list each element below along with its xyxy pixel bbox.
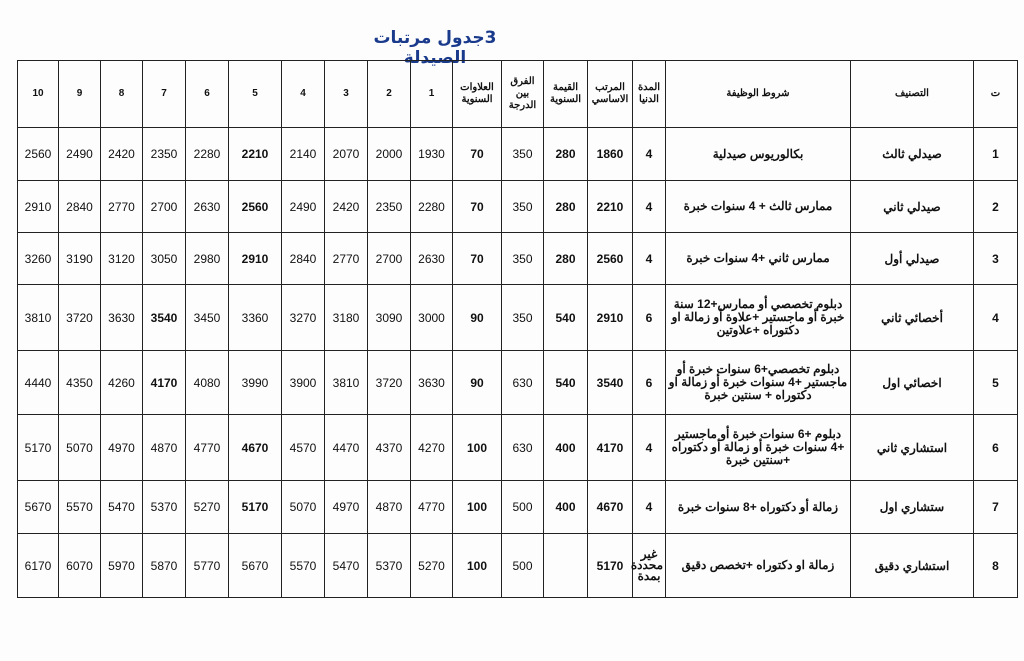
row-classification: صيدلي ثاني [851, 181, 974, 233]
row-step-value: 5470 [325, 534, 368, 598]
row-step-value: 2560 [18, 128, 59, 181]
row-step-value: 3810 [18, 285, 59, 351]
row-step-value: 4440 [18, 351, 59, 415]
row-step-value: 3990 [229, 351, 282, 415]
row-period: 4 [633, 481, 666, 534]
row-step-value: 2420 [101, 128, 143, 181]
row-period: 6 [633, 285, 666, 351]
row-conditions: ممارس ثاني +4 سنوات خبرة [666, 233, 851, 285]
header-period: المدة الدنيا [633, 61, 666, 128]
row-conditions: دبلوم تخصصي+6 سنوات خبرة أو ماجستير +4 سنوات خبرة أو زمالة او دكتوراه + سنتين خبرة [666, 351, 851, 415]
row-step-value: 2910 [229, 233, 282, 285]
row-step-value: 3630 [411, 351, 453, 415]
row-step-value: 4970 [101, 415, 143, 481]
table-row [18, 181, 1018, 233]
header-annual-raises: العلاوات السنوية [453, 61, 502, 128]
row-annual-value: 400 [544, 415, 588, 481]
row-step-value: 2350 [143, 128, 186, 181]
row-basic-salary: 4670 [588, 481, 633, 534]
row-index: 7 [974, 481, 1018, 534]
row-basic-salary: 5170 [588, 534, 633, 598]
row-step-value: 3050 [143, 233, 186, 285]
row-step-value: 2490 [282, 181, 325, 233]
row-step-value: 4260 [101, 351, 143, 415]
row-step-value: 2140 [282, 128, 325, 181]
row-step-value: 2840 [59, 181, 101, 233]
row-step-value: 5570 [282, 534, 325, 598]
row-step-value: 3900 [282, 351, 325, 415]
header-step: 2 [368, 61, 411, 128]
row-step-value: 5770 [186, 534, 229, 598]
row-step-value: 2700 [143, 181, 186, 233]
header-row [18, 61, 1018, 128]
row-step-value: 2630 [186, 181, 229, 233]
row-step-value: 5170 [229, 481, 282, 534]
row-conditions: ممارس ثالث + 4 سنوات خبرة [666, 181, 851, 233]
row-annual-raise: 90 [453, 285, 502, 351]
row-step-value: 5670 [229, 534, 282, 598]
row-conditions: بكالوريوس صيدلية [666, 128, 851, 181]
row-annual-raise: 100 [453, 534, 502, 598]
row-step-value: 4870 [368, 481, 411, 534]
row-step-value: 4870 [143, 415, 186, 481]
row-index: 2 [974, 181, 1018, 233]
row-step-value: 4670 [229, 415, 282, 481]
row-classification: صيدلي أول [851, 233, 974, 285]
header-step: 7 [143, 61, 186, 128]
row-step-value: 2280 [186, 128, 229, 181]
row-basic-salary: 2910 [588, 285, 633, 351]
row-step-value: 5670 [18, 481, 59, 534]
row-step-value: 2630 [411, 233, 453, 285]
row-step-value: 4080 [186, 351, 229, 415]
row-step-value: 2980 [186, 233, 229, 285]
row-basic-salary: 3540 [588, 351, 633, 415]
row-index: 6 [974, 415, 1018, 481]
row-conditions: زمالة أو دكتوراه +8 سنوات خبرة [666, 481, 851, 534]
row-grade-diff: 350 [502, 285, 544, 351]
header-step: 6 [186, 61, 229, 128]
row-step-value: 2770 [101, 181, 143, 233]
row-annual-raise: 70 [453, 181, 502, 233]
row-grade-diff: 500 [502, 534, 544, 598]
row-period: 6 [633, 351, 666, 415]
row-step-value: 2840 [282, 233, 325, 285]
row-grade-diff: 350 [502, 233, 544, 285]
header-step: 8 [101, 61, 143, 128]
row-index: 4 [974, 285, 1018, 351]
row-step-value: 5470 [101, 481, 143, 534]
row-period: 4 [633, 181, 666, 233]
header-basic-salary: المرتب الاساسي [588, 61, 633, 128]
row-step-value: 2280 [411, 181, 453, 233]
row-step-value: 5270 [411, 534, 453, 598]
row-step-value: 5870 [143, 534, 186, 598]
row-step-value: 2490 [59, 128, 101, 181]
row-step-value: 2420 [325, 181, 368, 233]
row-annual-raise: 100 [453, 481, 502, 534]
table-row [18, 128, 1018, 181]
row-step-value: 5170 [18, 415, 59, 481]
row-grade-diff: 500 [502, 481, 544, 534]
row-step-value: 3630 [101, 285, 143, 351]
row-conditions: دبلوم تخصصي أو ممارس+12 سنة خبرة أو ماجستير +علاوة أو زمالة او دكتوراه +علاوتين [666, 285, 851, 351]
table-row [18, 481, 1018, 534]
row-step-value: 6170 [18, 534, 59, 598]
row-step-value: 5270 [186, 481, 229, 534]
row-basic-salary: 2560 [588, 233, 633, 285]
row-step-value: 2560 [229, 181, 282, 233]
row-step-value: 3810 [325, 351, 368, 415]
row-annual-value: 540 [544, 285, 588, 351]
row-step-value: 3190 [59, 233, 101, 285]
row-period: 4 [633, 415, 666, 481]
header-annual-value: القيمة السنوية [544, 61, 588, 128]
header-grade-diff: الفرق بين الدرجة [502, 61, 544, 128]
row-step-value: 4970 [325, 481, 368, 534]
row-step-value: 3450 [186, 285, 229, 351]
row-classification: استشاري ثاني [851, 415, 974, 481]
row-step-value: 3720 [59, 285, 101, 351]
header-index: ت [974, 61, 1018, 128]
row-step-value: 4470 [325, 415, 368, 481]
row-step-value: 4770 [186, 415, 229, 481]
row-period: 4 [633, 233, 666, 285]
row-annual-value: 280 [544, 181, 588, 233]
table-row [18, 285, 1018, 351]
table-row [18, 534, 1018, 598]
row-conditions: زمالة او دكتوراه +تخصص دقيق [666, 534, 851, 598]
row-step-value: 2350 [368, 181, 411, 233]
row-step-value: 4170 [143, 351, 186, 415]
row-annual-raise: 70 [453, 128, 502, 181]
header-step: 3 [325, 61, 368, 128]
row-step-value: 2770 [325, 233, 368, 285]
table-row [18, 415, 1018, 481]
header-step: 4 [282, 61, 325, 128]
row-annual-value: 540 [544, 351, 588, 415]
row-annual-raise: 90 [453, 351, 502, 415]
row-step-value: 4270 [411, 415, 453, 481]
header-step: 5 [229, 61, 282, 128]
row-step-value: 5370 [368, 534, 411, 598]
row-conditions: دبلوم +6 سنوات خبرة أو ماجستير +4 سنوات خبرة أو زمالة أو دكتوراه +سنتين خبرة [666, 415, 851, 481]
row-step-value: 5570 [59, 481, 101, 534]
row-index: 8 [974, 534, 1018, 598]
row-step-value: 4570 [282, 415, 325, 481]
header-step: 1 [411, 61, 453, 128]
row-step-value: 5070 [59, 415, 101, 481]
salary-table [17, 60, 1018, 598]
row-step-value: 4770 [411, 481, 453, 534]
header-step: 10 [18, 61, 59, 128]
row-step-value: 3120 [101, 233, 143, 285]
row-annual-raise: 70 [453, 233, 502, 285]
row-step-value: 6070 [59, 534, 101, 598]
table-row [18, 351, 1018, 415]
row-step-value: 3360 [229, 285, 282, 351]
row-step-value: 3260 [18, 233, 59, 285]
row-step-value: 1930 [411, 128, 453, 181]
table-row [18, 233, 1018, 285]
row-classification: استشاري دقيق [851, 534, 974, 598]
row-step-value: 3000 [411, 285, 453, 351]
row-classification: أخصائي ثاني [851, 285, 974, 351]
row-step-value: 3720 [368, 351, 411, 415]
row-step-value: 3180 [325, 285, 368, 351]
row-basic-salary: 1860 [588, 128, 633, 181]
row-basic-salary: 2210 [588, 181, 633, 233]
row-step-value: 2700 [368, 233, 411, 285]
table-title: 3جدول مرتبات الصيدلة [373, 28, 497, 68]
row-step-value: 2210 [229, 128, 282, 181]
row-annual-raise: 100 [453, 415, 502, 481]
row-classification: اخصائي اول [851, 351, 974, 415]
row-classification: ستشاري اول [851, 481, 974, 534]
row-step-value: 5970 [101, 534, 143, 598]
header-classification: التصنيف [851, 61, 974, 128]
row-annual-value: 400 [544, 481, 588, 534]
row-step-value: 4370 [368, 415, 411, 481]
row-step-value: 5070 [282, 481, 325, 534]
row-annual-value [544, 534, 588, 598]
row-period: غير محددة بمدة [633, 534, 666, 598]
row-period: 4 [633, 128, 666, 181]
row-classification: صيدلي ثالث [851, 128, 974, 181]
row-index: 3 [974, 233, 1018, 285]
row-grade-diff: 630 [502, 415, 544, 481]
row-grade-diff: 350 [502, 128, 544, 181]
header-step: 9 [59, 61, 101, 128]
row-step-value: 3540 [143, 285, 186, 351]
row-step-value: 4350 [59, 351, 101, 415]
row-grade-diff: 630 [502, 351, 544, 415]
row-basic-salary: 4170 [588, 415, 633, 481]
row-index: 5 [974, 351, 1018, 415]
row-index: 1 [974, 128, 1018, 181]
row-step-value: 2910 [18, 181, 59, 233]
row-annual-value: 280 [544, 233, 588, 285]
header-conditions: شروط الوظيفة [666, 61, 851, 128]
row-grade-diff: 350 [502, 181, 544, 233]
row-step-value: 2070 [325, 128, 368, 181]
row-step-value: 3270 [282, 285, 325, 351]
row-step-value: 2000 [368, 128, 411, 181]
row-step-value: 5370 [143, 481, 186, 534]
row-step-value: 3090 [368, 285, 411, 351]
row-annual-value: 280 [544, 128, 588, 181]
